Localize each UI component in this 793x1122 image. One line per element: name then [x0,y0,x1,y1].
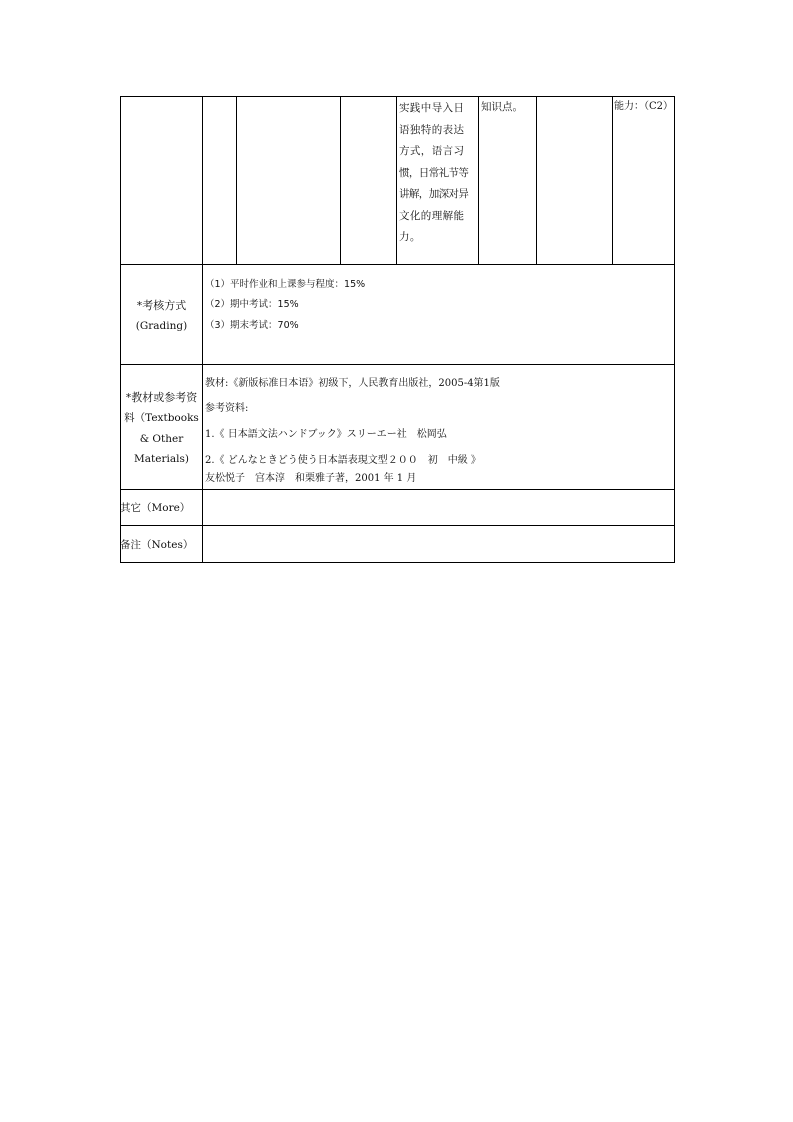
textbooks-label-zh-2: 料（Textbooks [124,412,199,424]
row-divider-notes [120,525,675,526]
grading-item-3: （3）期末考试：70% [205,320,299,331]
table-border-top [120,96,675,97]
practice-line: 语独特的表达 [399,123,465,136]
knowledge-point-text: 知识点。 [481,101,523,113]
practice-line: 力。 [399,231,421,243]
more-label: 其它（More） [120,502,191,514]
textbook-main: 教材:《新版标准日本语》初级下，人民教育出版社，2005-4第1版 [205,378,500,389]
practice-line: 方式，语言习 [399,145,465,157]
table-border-bottom [120,562,675,563]
notes-label: 备注（Notes） [120,539,194,551]
practice-line: 文化的理解能 [399,209,465,222]
practice-line: 讲解，加深对异 [399,188,469,200]
row-divider-grading [120,264,675,265]
reference-2-authors: 友松悦子 宫本淳 和栗雅子著，2001 年 1 月 [205,473,417,484]
textbooks-label-en-2: Materials) [134,453,189,465]
reference-1: 1.《 日本語文法ハンドブック》スリーエー社 松岡弘 [205,429,447,440]
row-divider-textbooks [120,364,675,365]
grading-label-en: (Grading) [135,320,188,332]
syllabus-table [120,96,675,563]
grading-item-1: （1）平时作业和上课参与程度：15% [205,279,366,290]
practice-line: 实践中导入日 [399,102,465,114]
row-divider-more [120,489,675,490]
practice-line: 惯，日常礼节等 [399,166,469,179]
grading-item-2: （2）期中考试：15% [205,299,299,310]
reference-title: 参考资料: [205,403,249,414]
textbooks-label-zh-1: *教材或参考资 [125,391,198,404]
top-row-divider-1 [236,96,237,264]
top-row-divider-2 [340,96,341,264]
top-row-divider-6 [612,96,613,264]
ability-text: 能力：（C2） [614,101,674,112]
top-row-divider-5 [536,96,537,264]
reference-2: 2.《 どんなときどう使う日本語表現文型２００ 初 中級 》 [205,455,481,466]
top-row-divider-3 [396,96,397,264]
grading-label-zh: *考核方式 [136,299,187,312]
table-border-right [674,96,675,563]
label-column-divider [202,96,203,563]
textbooks-label-en-1: & Other [139,433,184,445]
practice-text [399,98,479,249]
